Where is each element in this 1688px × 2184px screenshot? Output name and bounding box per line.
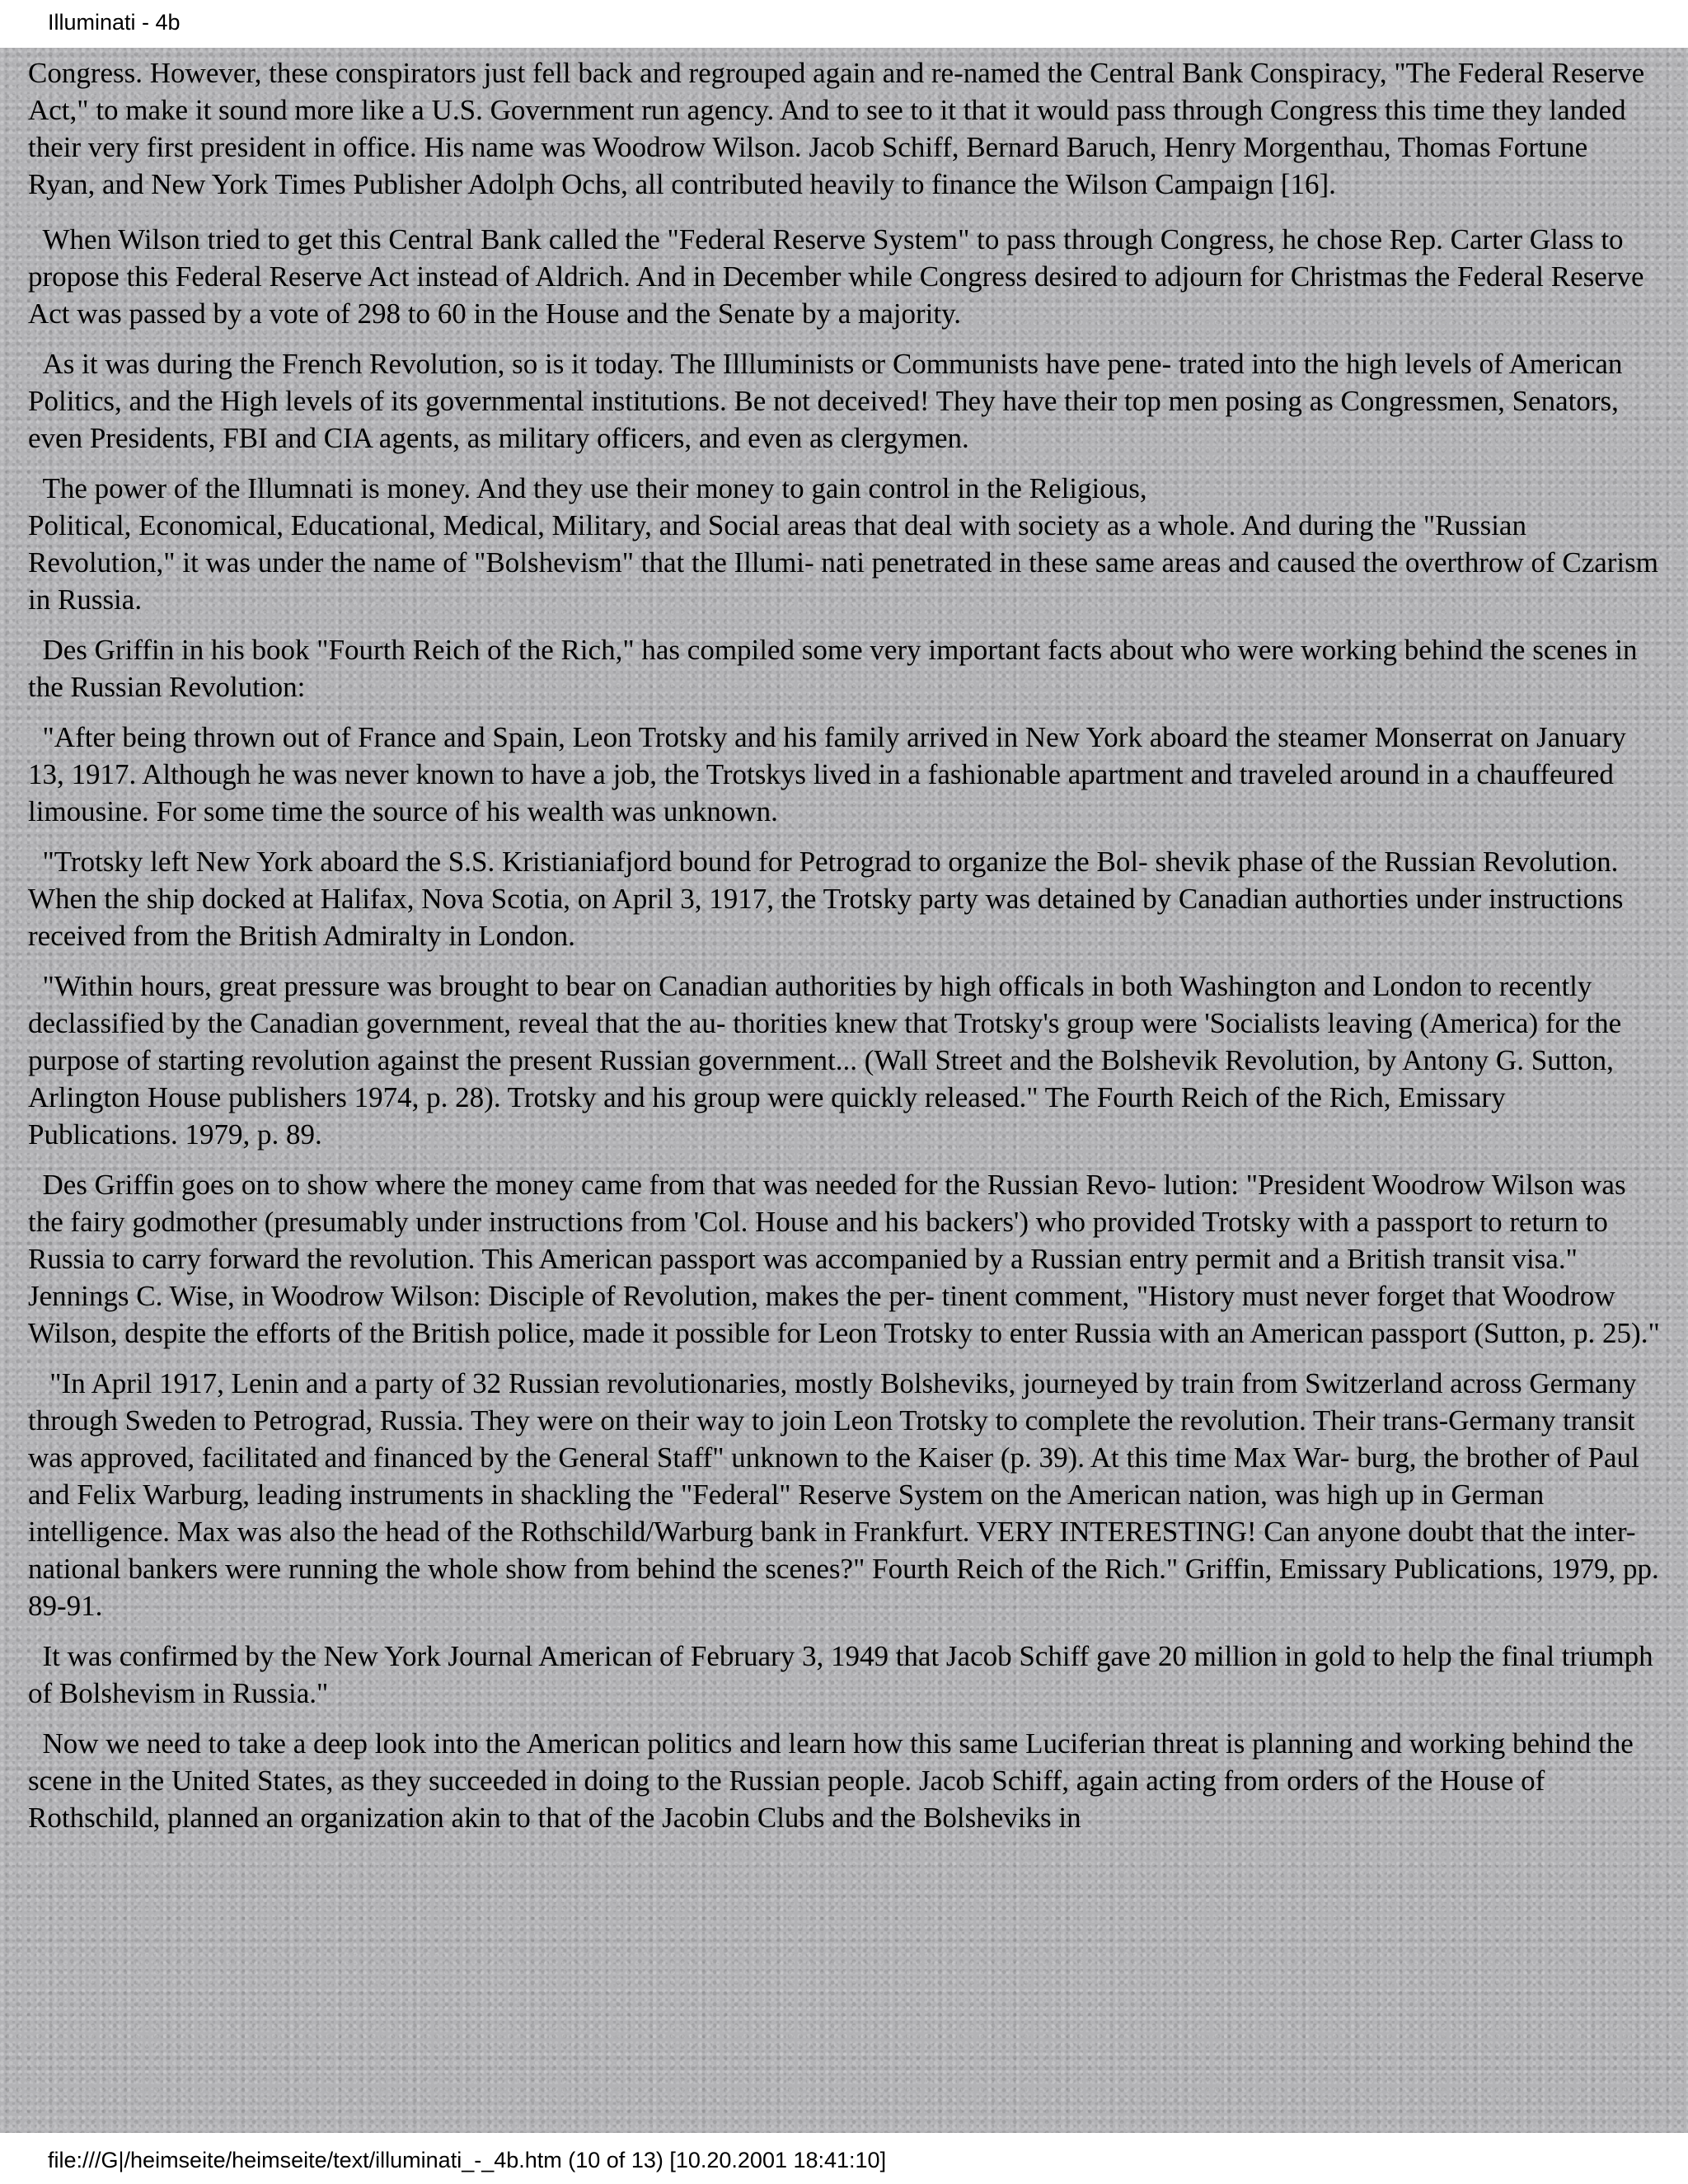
paragraph: Now we need to take a deep look into the American politics and learn how this same Luciferian threat is planning and working behind the scene in the United States, as they succeeded in doing to the Russian people. Jacob Schiff, again acting from orders of the House of Rothschild, planned an organization akin to that of the Jacobin Clubs and the Bolsheviks in [28,1727,1641,1834]
paragraph: Des Griffin in his book "Fourth Reich of the Rich," has compiled some very important facts about who were working behind the scenes in the Russian Revolution: [28,634,1645,703]
paragraph: "Within hours, great pressure was brought to bear on Canadian authorities by high officals in both Washington and London to recently declassified by the Canadian government, reveal that the au- thorities knew that Trotsky's group were 'Socialists leaving (America) for the purpose of starting revolution against the present Russian government... (Wall Street and the Bolshevik Revolution, by Antony G. Sutton, Arlington House publishers 1974, p. 28). Trotsky and his group were quickly released." The Fourth Reich of the Rich, Emissary Publications. 1979, p. 89. [28,970,1629,1151]
paragraph: "Trotsky left New York aboard the S.S. Kristianiafjord bound for Petrograd to organize the Bol- shevik phase of the Russian Revolution. When the ship docked at Halifax, Nova Scotia, on April 3, 1917, the Trotsky party was detained by Canadian authorties under instructions received from the British Admiralty in London. [28,846,1631,952]
paragraph: Des Griffin goes on to show where the money came from that was needed for the Russian Revo- lution: "President Woodrow Wilson was the fairy godmother (presumably under instructions from 'Col. House and his backers') who provided Trotsky with a passport to return to Russia to carry forward the revolution. This American passport was accompanied by a Russian entry permit and a British transit visa." Jennings C. Wise, in Woodrow Wilson: Disciple of Revolution, makes the per- tinent comment, "History must never forget that Woodrow Wilson, despite the efforts of the British police, made it possible for Leon Trotsky to enter Russia with an American passport (Sutton, p. 25)." [28,1169,1660,1349]
paragraph: When Wilson tried to get this Central Bank called the "Federal Reserve System" to pass through Congress, he chose Rep. Carter Glass to propose this Federal Reserve Act instead of Aldrich. And in December while Congress desired to adjourn for Christmas the Federal Reserve Act was passed by a vote of 298 to 60 in the House and the Senate by a majority. [28,223,1650,330]
paragraph: The power of the Illumnati is money. And they use their money to gain control in the Religious, Political, Economical, Educational, Medical, Military, and Social areas that deal with society as a whole. And during the "Russian Revolution," it was under the name of "Bolshevism" that the Illumi- nati penetrated in these same areas and caused the overthrow of Czarism in Russia. [28,472,1658,616]
paragraph: Congress. However, these conspirators just fell back and regrouped again and re-named the Central Bank Conspiracy, "The Federal Reserve Act," to make it sound more like a U.S. Government run agency. And to see to it that it would pass through Congress this time they landed their very first president in office. His name was Woodrow Wilson. Jacob Schiff, Bernard Baruch, Henry Morgenthau, Thomas Fortune Ryan, and New York Times Publisher Adolph Ochs, all contributed heavily to finance the Wilson Campaign [16]. [28,57,1651,200]
paragraph: It was confirmed by the New York Journal American of February 3, 1949 that Jacob Schiff gave 20 million in gold to help the final triumph of Bolshevism in Russia." [28,1640,1661,1709]
paragraph: "After being thrown out of France and Spain, Leon Trotsky and his family arrived in New York aboard the steamer Monserrat on January 13, 1917. Although he was never known to have a job, the Trotskys lived in a fashionable apartment and traveled around in a chauffeured limousine. For some time the source of his wealth was unknown. [28,721,1634,827]
article-body [0,48,1688,2133]
paragraph: As it was during the French Revolution, so is it today. The Illluminists or Communists have pene- trated into the high levels of American Politics, and the High levels of its governmental institutions. Be not deceived! They have their top men posing as Congressmen, Senators, even Presidents, FBI and CIA agents, as military officers, and even as clergymen. [28,348,1630,454]
page-header-title: Illuminati - 4b [48,10,181,35]
paragraph: "In April 1917, Lenin and a party of 32 Russian revolutionaries, mostly Bolsheviks, journeyed by train from Switzerland across Germany through Sweden to Petrograd, Russia. They were on their way to join Leon Trotsky to complete the revolution. Their trans-Germany transit was approved, facilitated and financed by the General Staff" unknown to the Kaiser (p. 39). At this time Max War- burg, the brother of Paul and Felix Warburg, leading instruments in shackling the "Federal" Reserve System on the American nation, was high up in German intelligence. Max was also the head of the Rothschild/Warburg bank in Frankfurt. VERY INTERESTING! Can anyone doubt that the inter- national bankers were running the whole show from behind the scenes?" Fourth Reich of the Rich." Griffin, Emissary Publications, 1979, pp. 89-91. [28,1367,1667,1622]
page-footer-url: file:///G|/heimseite/heimseite/text/illuminati_-_4b.htm (10 of 13) [10.20.2001 18:41:10] [48,2148,887,2172]
